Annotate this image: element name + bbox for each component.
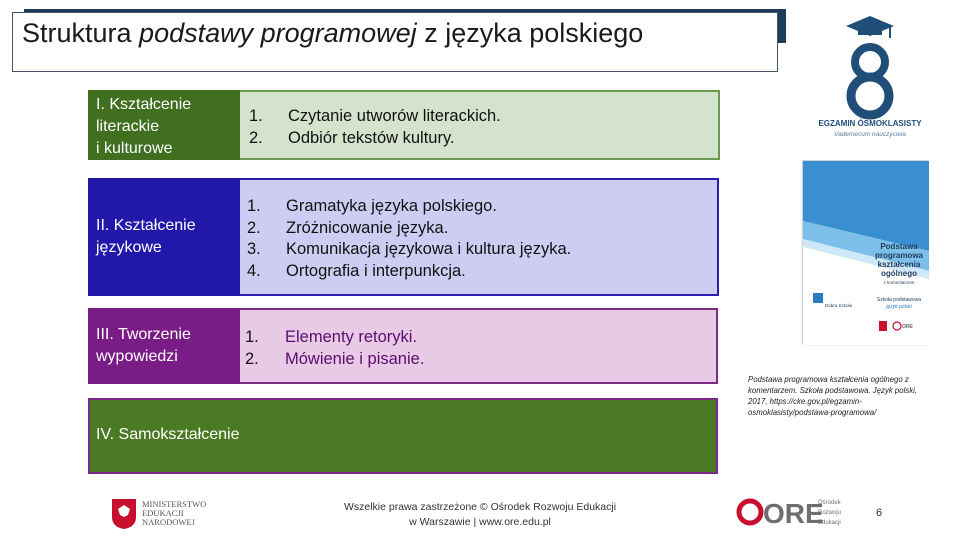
book-title-line: Podstawa <box>880 242 918 251</box>
mortarboard-eight-icon <box>818 14 922 154</box>
ore-logo-icon <box>736 494 856 530</box>
egzamin-logo-name: EGZAMIN ÓSMOKLASISTY <box>818 119 922 128</box>
row-content-speech <box>240 308 718 384</box>
men-logo <box>110 497 220 529</box>
ore-logo <box>736 494 856 530</box>
list-number: 1. <box>249 107 263 125</box>
label-line: językowe <box>96 239 162 256</box>
list-item: Ortografia i interpunkcja. <box>286 261 466 280</box>
list-number: 2. <box>249 128 263 147</box>
book-subject: język polski <box>886 304 912 310</box>
ore-word: ORE <box>763 498 824 529</box>
list-number: 2. <box>247 218 261 237</box>
list-item: Czytanie utworów literackich. <box>288 107 501 125</box>
list-item: Mówienie i pisanie. <box>285 349 425 368</box>
book-ore-mark: ORE <box>902 324 913 330</box>
list-number: 2. <box>245 349 259 368</box>
list-item: Zróżnicowanie języka. <box>286 218 449 237</box>
list-number: 4. <box>247 261 261 280</box>
list-item: Elementy retoryki. <box>285 328 418 346</box>
label-line: II. Kształcenie <box>96 217 196 234</box>
list-number: 1. <box>245 328 259 346</box>
copyright-text <box>330 500 630 530</box>
men-line: EDUKACJI <box>142 508 184 518</box>
list-item: Komunikacja językowa i kultura języka. <box>286 240 572 258</box>
book-subtitle: z komentarzem <box>883 280 915 285</box>
copyright-line: w Warszawie | www.ore.edu.pl <box>409 516 551 528</box>
ore-line: Ośrodek <box>818 500 841 506</box>
label-line: III. Tworzenie <box>96 326 191 343</box>
book-title-line: ogólnego <box>881 269 917 278</box>
eagle-emblem-icon <box>110 497 220 529</box>
copyright-line: Wszelkie prawa zastrzeżone © Ośrodek Rozwoju Edukacji <box>343 501 617 513</box>
egzamin-logo-sub: Vademecum nauczyciela <box>833 131 907 138</box>
row-label-literary <box>88 90 240 160</box>
row-label-speech <box>88 308 240 384</box>
list-item: Odbiór tekstów kultury. <box>288 128 455 147</box>
row-label-language <box>88 178 240 296</box>
book-reference: Podstawa programowa kształcenia ogólnego z komentarzem. Szkoła podstawowa. Język polski, 2017, https://cke.gov.pl/egzamin-osmoklasisty/podstawa-programowa/ <box>748 375 918 417</box>
row-content-literary <box>240 90 720 160</box>
book-cover-art <box>803 161 929 345</box>
men-line: MINISTERSTWO <box>142 499 207 509</box>
book-brand: Dobra Szkoła <box>825 303 853 308</box>
label-line: i kulturowe <box>96 140 173 157</box>
book-title-line: programowa <box>874 251 924 260</box>
list-number: 1. <box>247 197 261 215</box>
label-line: I. Kształcenie <box>96 96 192 113</box>
page-number: 6 <box>876 507 883 519</box>
label-line: literackie <box>96 118 160 135</box>
list-number: 3. <box>247 240 261 258</box>
row-label-self-education: IV. Samokształcenie <box>96 426 240 443</box>
ore-line: Edukacji <box>818 520 841 526</box>
ore-line: Rozwoju <box>818 510 842 516</box>
label-line: wypowiedzi <box>96 348 178 365</box>
list-item: Gramatyka języka polskiego. <box>286 197 497 215</box>
book-title-line: kształcenia <box>877 260 921 269</box>
men-line: NARODOWEJ <box>142 517 195 527</box>
page-title: Struktura podstawy programowej z języka polskiego <box>22 18 644 48</box>
book-cover <box>802 160 928 344</box>
row-content-language <box>240 178 719 296</box>
egzamin-logo <box>818 14 922 154</box>
book-school: Szkoła podstawowa <box>876 297 922 303</box>
